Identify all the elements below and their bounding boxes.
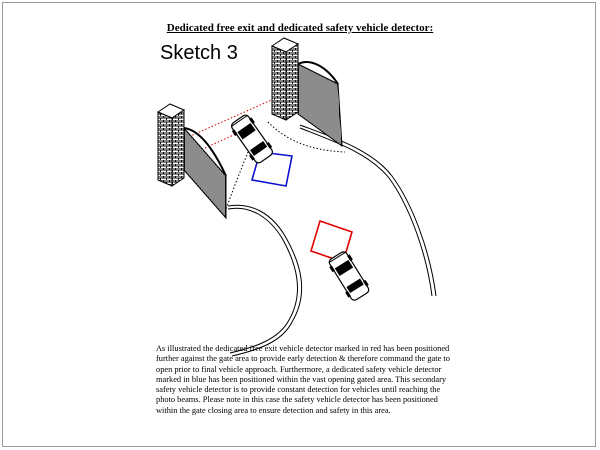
photo-beam-line xyxy=(186,98,276,138)
swing-gate-icon xyxy=(298,62,342,146)
left-gate-swing-arc xyxy=(225,152,248,212)
brick-pillar-icon xyxy=(158,104,184,186)
sketch-label: Sketch 3 xyxy=(160,42,238,64)
brick-pillar-icon xyxy=(272,38,298,120)
diagram-title: Dedicated free exit and dedicated safety vehicle detector: xyxy=(166,22,434,34)
description-paragraph xyxy=(156,344,456,416)
driveway-edge-left-inner xyxy=(228,208,298,353)
car-icon xyxy=(326,249,372,302)
car-icon xyxy=(228,112,275,165)
driveway-edge-right-outer xyxy=(300,125,436,296)
swing-gate-icon xyxy=(184,128,226,218)
driveway-edge-left-outer xyxy=(228,205,302,356)
description-text: As illustrated the dedicated free exit vehicle detector marked in red has been positioned further against the gate area to provide early detection & therefore command the gate to open prior to final vehicle approach. Furthermore, a dedicated safety vehicle detector marked in blue has been positioned within the vast opening gated area. This secondary safety vehicle detector is to provide constant detection for vehicles until reaching the photo beams. Please note in this case the safety vehicle detector has been positioned within the gate closing area to ensure detection and safety in this area. xyxy=(156,344,450,415)
